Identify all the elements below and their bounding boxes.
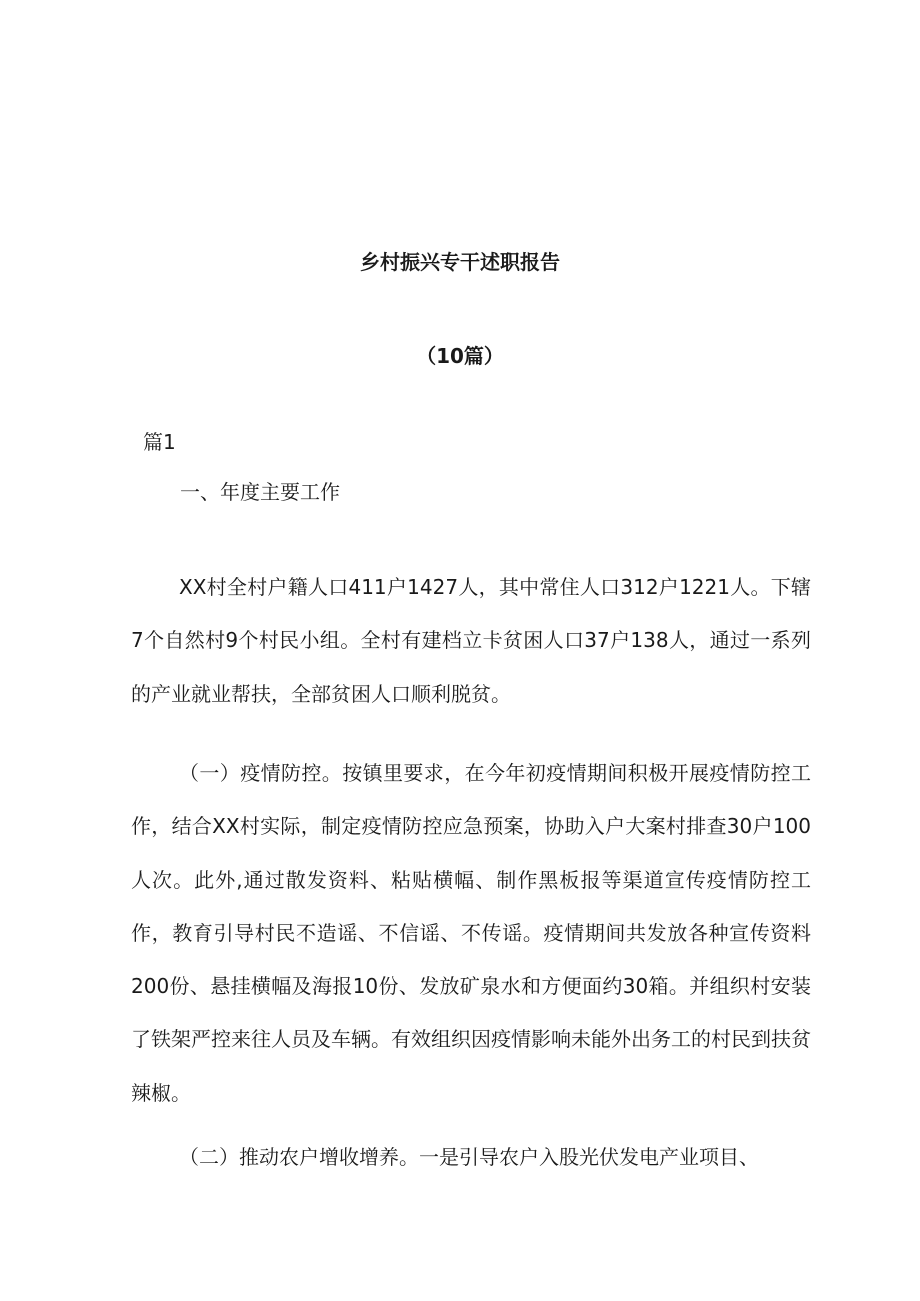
paragraph-population: XX村全村户籍人口411户1427人，其中常住人口312户1221人。下辖7个自然村9个村民小组。全村有建档立卡贫困人口37户138人，通过一系列的产业就业帮扶，全部贫困人口顺利脱贫。 [131,575,811,706]
section-heading: 一、年度主要工作 [180,480,340,504]
paragraph-income-increase: （二）推动农户增收增养。一是引导农户入股光伏发电产业项目、 [179,1145,759,1169]
paragraph-epidemic-control: （一）疫情防控。按镇里要求，在今年初疫情期间积极开展疫情防控工作，结合XX村实际，制定疫情防控应急预案，协助入户大案村排查30户100人次。此外,通过散发资料、粘贴横幅、制作黑板报等渠道宣传疫情防控工作，教育引导村民不造谣、不信谣、不传谣。疫情期间共发放各种宣传资料200份、悬挂横幅及海报10份、发放矿泉水和方便面约30箱。并组织村安装了铁架严控来往人员及车辆。有效组织因疫情影响未能外出务工的村民到扶贫辣椒。 [131,761,811,1105]
document-title: 乡村振兴专干述职报告 [360,250,560,274]
document-subtitle: （10篇） [416,344,504,368]
section-label: 篇1 [143,430,176,454]
